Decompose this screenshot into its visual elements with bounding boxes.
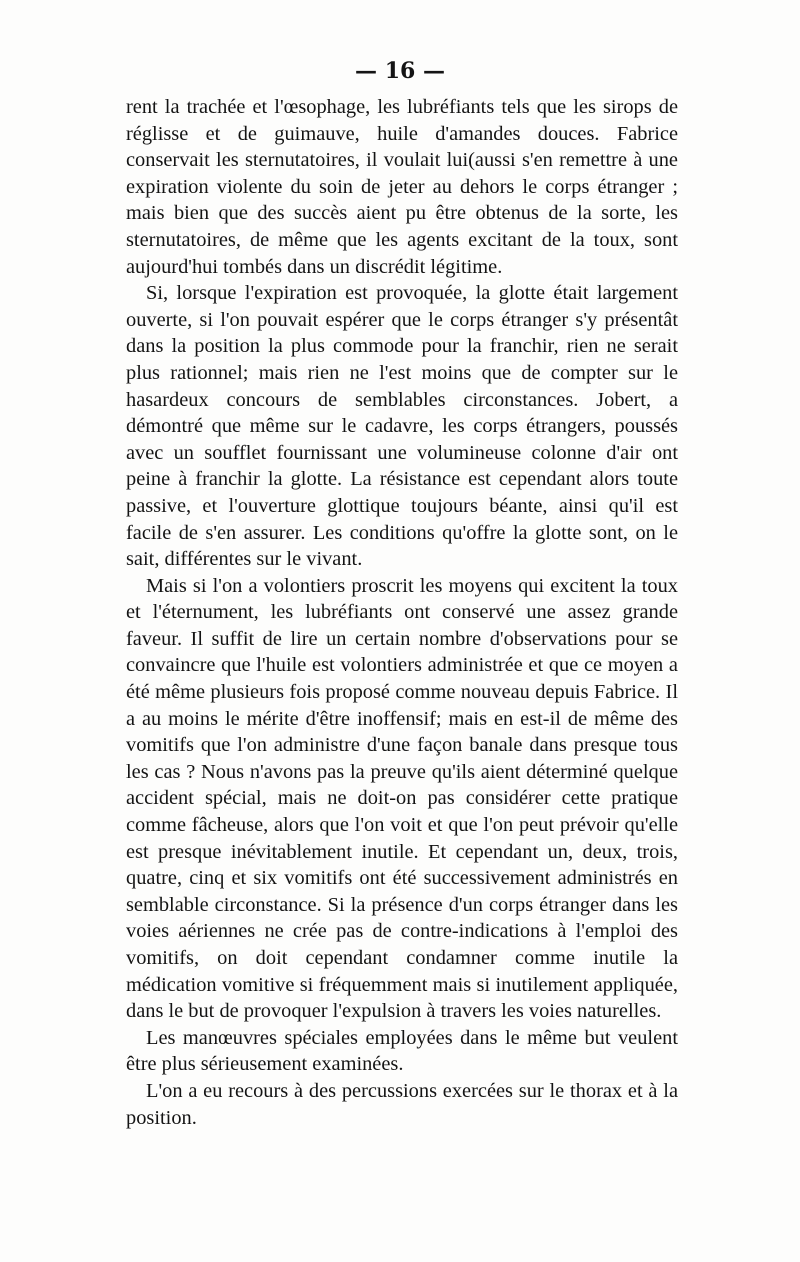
paragraph-4: Les manœuvres spéciales employées dans le même but veulent être plus sérieusement examinées.	[126, 1026, 678, 1076]
paragraph-3: Mais si l'on a volontiers proscrit les moyens qui excitent la toux et l'éternument, les lubréfiants ont conservé une assez grande faveur. Il suffit de lire un certain nombre d'observations pour se convaincre que l'huile est volontiers administrée et que ce moyen a été même plusieurs fois proposé comme nouveau depuis Fabrice. Il a au moins le mérite d'être inoffensif; mais en est-il de même des vomitifs que l'on administre d'une façon banale dans presque tous les cas ? Nous n'avons pas la preuve qu'ils aient déterminé quelque accident spécial, mais ne doit-on pas considérer cette pratique comme fâcheuse, alors que l'on voit et que l'on peut prévoir qu'elle est presque inévitablement inutile. Et cependant un, deux, trois, quatre, cinq et six vomitifs ont été successivement administrés en semblable circonstance. Si la présence d'un corps étranger dans les voies aériennes ne crée pas de contre-indications à l'emploi des vomitifs, on doit cependant condamner comme inutile la médication vomitive si fréquemment mais si inutilement appliquée, dans le but de provoquer l'expulsion à travers les voies naturelles.	[126, 574, 678, 1023]
body-text	[126, 94, 678, 1131]
paragraph-5: L'on a eu recours à des percussions exercées sur le thorax et à la position.	[126, 1079, 678, 1129]
paragraph-2: Si, lorsque l'expiration est provoquée, la glotte était largement ouverte, si l'on pouvait espérer que le corps étranger s'y présentât dans la position la plus commode pour la franchir, rien ne serait plus rationnel; mais rien ne l'est moins que de compter sur le hasardeux concours de semblables circonstances. Jobert, a démontré que même sur le cadavre, les corps étrangers, poussés avec un soufflet fournissant une volumineuse colonne d'air ont peine à franchir la glotte. La résistance est cependant alors toute passive, et l'ouverture glottique toujours béante, ainsi qu'il est facile de s'en assurer. Les conditions qu'offre la glotte sont, on le sait, différentes sur le vivant.	[126, 282, 678, 571]
page-number: — 16 —	[355, 58, 445, 84]
paragraph-1: rent la trachée et l'œsophage, les lubréfiants tels que les sirops de réglisse et de guimauve, huile d'amandes douces. Fabrice conservait les sternutatoires, il voulait lui(aussi s'en remettre à une expiration violente du soin de jeter au dehors le corps étranger ; mais bien que des succès aient pu être obtenus de la sorte, les sternutatoires, de même que les agents excitant de la toux, sont aujourd'hui tombés dans un discrédit légitime.	[126, 96, 678, 278]
